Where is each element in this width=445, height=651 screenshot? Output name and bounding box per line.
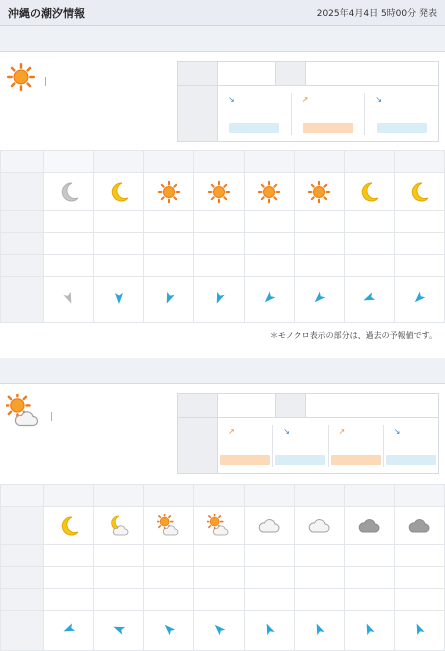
temperature-cell <box>344 211 394 233</box>
tide-level <box>331 455 381 465</box>
wave-label <box>276 394 306 418</box>
wave-label <box>276 62 306 86</box>
past-forecast-note: ＊モノクロ表示の部分は、過去の予報値です。 <box>269 331 437 340</box>
row-label-temperature <box>1 545 44 567</box>
hour-cell <box>144 485 194 507</box>
moon-icon <box>57 180 81 204</box>
tide-table <box>177 393 439 474</box>
temperature-cell <box>244 545 294 567</box>
temperature-cell <box>294 211 344 233</box>
hour-cell <box>194 485 244 507</box>
hour-cell <box>94 151 144 173</box>
row-label-wind <box>1 277 44 323</box>
wind-cell <box>44 611 94 651</box>
sun-icon <box>207 180 231 204</box>
row-label-humidity <box>1 233 44 255</box>
arrow-down-right-icon: ↘ <box>375 94 383 104</box>
day-header <box>0 358 445 384</box>
sun-cloud-icon <box>207 514 231 538</box>
moon-icon <box>57 514 81 538</box>
humidity-cell <box>244 567 294 589</box>
humidity-cell <box>194 233 244 255</box>
temperature-cell <box>394 211 444 233</box>
hour-cell <box>394 485 444 507</box>
day-header <box>0 26 445 52</box>
hour-cell <box>144 151 194 173</box>
tide-event <box>218 93 292 135</box>
wind-arrow-icon <box>212 298 226 308</box>
issued-timestamp: 2025年4月4日 5時00分 発表 <box>316 9 437 19</box>
precipitation-cell <box>244 589 294 611</box>
sun-icon <box>257 180 281 204</box>
wind-cell <box>294 611 344 651</box>
temperature-cell <box>344 545 394 567</box>
precipitation-cell <box>244 255 294 277</box>
humidity-cell <box>294 233 344 255</box>
temperature-cell <box>44 545 94 567</box>
day-section <box>0 358 445 476</box>
wind-cell <box>394 277 444 323</box>
day-section <box>0 26 445 340</box>
wind-arrow-icon <box>312 629 326 639</box>
wind-arrow-icon <box>62 298 76 308</box>
day-summary: | <box>0 52 445 144</box>
tide-time <box>384 441 438 455</box>
temperature-cell <box>194 211 244 233</box>
sun-icon <box>157 180 181 204</box>
humidity-cell <box>394 567 444 589</box>
tide-event <box>365 93 438 135</box>
tide-time <box>218 441 272 455</box>
wind-arrow-icon <box>362 298 376 308</box>
wind-arrow-icon <box>162 298 176 308</box>
hour-cell <box>394 151 444 173</box>
precipitation-cell <box>394 255 444 277</box>
wind-cell <box>344 277 394 323</box>
wind-cell <box>144 277 194 323</box>
humidity-cell <box>394 233 444 255</box>
sun-cloud-icon <box>6 394 42 433</box>
row-label-weather <box>1 173 44 211</box>
humidity-cell <box>44 567 94 589</box>
wind-cell <box>344 611 394 651</box>
hour-cell <box>344 485 394 507</box>
hour-cell <box>94 485 144 507</box>
wind-arrow-icon <box>62 629 76 639</box>
tide-name-label <box>178 394 218 418</box>
temperature-cell <box>194 545 244 567</box>
precipitation-cell <box>44 255 94 277</box>
tide-level <box>377 123 427 133</box>
wind-cell <box>194 277 244 323</box>
tide-name <box>218 394 276 418</box>
arrow-up-right-icon: ↗ <box>338 426 346 436</box>
row-label-time <box>1 151 44 173</box>
sun-icon <box>6 62 36 95</box>
tide-level <box>386 455 436 465</box>
temperature-cell <box>244 211 294 233</box>
tide-time <box>292 109 365 123</box>
tide-table <box>177 61 439 142</box>
temperature-cell <box>94 545 144 567</box>
temperature-cell <box>294 545 344 567</box>
tide-name-label <box>178 62 218 86</box>
cloud-icon <box>257 514 281 538</box>
hour-cell <box>244 485 294 507</box>
wave-info <box>306 62 439 86</box>
top-bar <box>0 0 445 26</box>
wind-cell <box>394 611 444 651</box>
precipitation-cell <box>144 255 194 277</box>
wave-info <box>306 394 439 418</box>
wind-cell <box>244 611 294 651</box>
wind-arrow-icon <box>312 298 326 308</box>
humidity-cell <box>194 567 244 589</box>
precipitation-cell <box>344 255 394 277</box>
precipitation-cell <box>294 255 344 277</box>
hour-cell <box>244 151 294 173</box>
row-label-time <box>1 485 44 507</box>
wind-cell <box>194 611 244 651</box>
precipitation-cell <box>94 255 144 277</box>
hour-cell <box>294 485 344 507</box>
humidity-cell <box>344 233 394 255</box>
sun-times <box>6 441 176 454</box>
temperature-cell <box>94 211 144 233</box>
humidity-cell <box>244 233 294 255</box>
tide-event <box>273 425 328 467</box>
row-label-wind <box>1 611 44 651</box>
tide-time-label <box>178 86 218 142</box>
arrow-down-right-icon: ↘ <box>393 426 401 436</box>
tide-name <box>218 62 276 86</box>
tide-event <box>292 93 366 135</box>
precipitation-cell <box>94 589 144 611</box>
precipitation-cell <box>44 589 94 611</box>
moon-cloud-icon <box>107 514 131 538</box>
wind-arrow-icon <box>112 629 126 639</box>
tide-time <box>218 109 291 123</box>
wind-cell <box>144 611 194 651</box>
precipitation-cell <box>194 589 244 611</box>
tide-level <box>229 123 279 133</box>
arrow-down-right-icon: ↘ <box>228 94 235 104</box>
hour-cell <box>44 485 94 507</box>
humidity-cell <box>144 233 194 255</box>
tide-event <box>384 425 438 467</box>
humidity-cell <box>144 567 194 589</box>
precipitation-cell <box>294 589 344 611</box>
dark-cloud-icon <box>407 514 431 538</box>
hourly-table <box>0 484 445 651</box>
row-label-precipitation <box>1 589 44 611</box>
tide-time <box>365 109 438 123</box>
humidity-cell <box>294 567 344 589</box>
temperature-cell <box>44 211 94 233</box>
wind-cell <box>244 277 294 323</box>
tide-time-label <box>178 418 218 474</box>
wind-cell <box>94 611 144 651</box>
arrow-up-right-icon: ↗ <box>228 426 235 436</box>
precipitation-cell <box>194 255 244 277</box>
precipitation-cell <box>144 589 194 611</box>
tide-event <box>329 425 384 467</box>
row-label-weather <box>1 507 44 545</box>
humidity-cell <box>44 233 94 255</box>
tide-time <box>273 441 327 455</box>
wind-arrow-icon <box>112 298 126 308</box>
hour-cell <box>294 151 344 173</box>
tide-level <box>220 455 270 465</box>
temperature-cell <box>144 545 194 567</box>
wind-cell <box>44 277 94 323</box>
moon-icon <box>107 180 131 204</box>
humidity-cell <box>94 567 144 589</box>
moon-icon <box>357 180 381 204</box>
tide-event <box>218 425 273 467</box>
wind-arrow-icon <box>262 298 276 308</box>
hour-cell <box>44 151 94 173</box>
moon-icon <box>407 180 431 204</box>
sun-icon <box>307 180 331 204</box>
wind-arrow-icon <box>412 298 426 308</box>
wind-cell <box>294 277 344 323</box>
sun-cloud-icon <box>157 514 181 538</box>
precipitation-cell <box>344 589 394 611</box>
arrow-down-right-icon: ↘ <box>283 426 290 436</box>
wind-arrow-icon <box>262 629 276 639</box>
humidity-cell <box>94 233 144 255</box>
hour-cell <box>194 151 244 173</box>
wind-arrow-icon <box>362 629 376 639</box>
arrow-up-right-icon: ↗ <box>301 94 309 104</box>
tide-time <box>329 441 383 455</box>
wind-arrow-icon <box>212 629 226 639</box>
temperature-cell <box>144 211 194 233</box>
tide-level <box>303 123 353 133</box>
humidity-cell <box>344 567 394 589</box>
wind-arrow-icon <box>162 629 176 639</box>
temperature-cell <box>394 545 444 567</box>
sun-times <box>6 103 176 116</box>
hourly-table <box>0 150 445 323</box>
row-label-precipitation <box>1 255 44 277</box>
row-label-humidity <box>1 567 44 589</box>
hour-cell <box>344 151 394 173</box>
tide-level <box>275 455 325 465</box>
dark-cloud-icon <box>357 514 381 538</box>
wind-cell <box>94 277 144 323</box>
row-label-temperature <box>1 211 44 233</box>
cloud-icon <box>307 514 331 538</box>
wind-arrow-icon <box>412 629 426 639</box>
page-title: 沖縄の潮汐情報 <box>8 6 85 20</box>
day-summary: | <box>0 384 445 476</box>
precipitation-cell <box>394 589 444 611</box>
